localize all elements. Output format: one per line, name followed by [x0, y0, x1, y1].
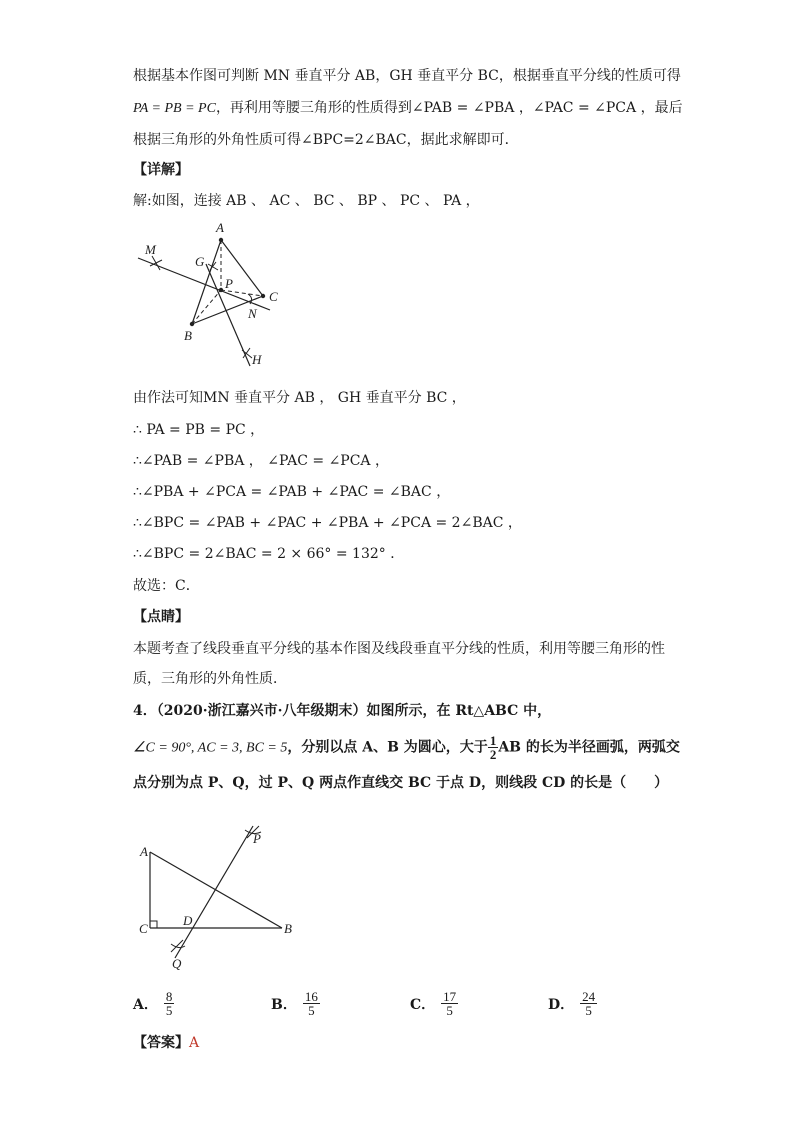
solution-line-5: ∴∠PBA + ∠PCA = ∠PAB + ∠PAC = ∠BAC ， [133, 484, 451, 500]
point-b [190, 322, 194, 326]
fraction-den: 2 [489, 747, 497, 762]
option-d[interactable] [548, 990, 597, 1017]
line-pq [175, 826, 253, 958]
point-p [219, 288, 223, 292]
intro-math: PA = PB = PC [133, 101, 216, 116]
option-a-fraction [164, 990, 175, 1017]
fraction-num: 1 [489, 733, 497, 748]
option-c-fraction [441, 990, 458, 1017]
segment-ab [192, 240, 221, 324]
intro-line-2-text: ，再利用等腰三角形的性质得到∠PAB = ∠PBA ，∠PAC = ∠PCA ，最后 [215, 100, 683, 116]
question4-line-2-text-a: ，分别以点 A、B 为圆心，大于 [287, 739, 488, 756]
point-c [261, 294, 265, 298]
solution-line-7: ∴∠BPC = 2∠BAC = 2 × 66° = 132° ． [133, 546, 405, 562]
option-b[interactable] [271, 990, 320, 1017]
option-d-letter: D． [548, 996, 575, 1013]
point-a [219, 238, 223, 242]
solution-line-1: 解:如图，连接 AB 、 AC 、 BC 、 BP 、 PC 、 PA ， [133, 193, 480, 209]
option-d-den: 5 [585, 1003, 592, 1018]
label-b: B [184, 328, 192, 343]
solution-line-3: ∴ PA = PB = PC ， [133, 422, 265, 438]
question4-line-2 [133, 734, 680, 761]
comment-line-2: 质，三角形的外角性质． [133, 671, 287, 687]
option-a-num: 8 [165, 989, 173, 1004]
question4-line-3: 点分别为点 P、Q，过 P、Q 两点作直线交 BC 于点 D，则线段 CD 的长是（ ） [133, 775, 669, 791]
label-a: A [216, 220, 224, 235]
label-n: N [248, 306, 257, 321]
label-h: H [252, 352, 262, 367]
intro-line-1: 根据基本作图可判断 MN 垂直平分 AB，GH 垂直平分 BC，根据垂直平分线的性质可得 [133, 68, 681, 84]
option-a[interactable] [133, 990, 174, 1017]
question4-line-1: 4．（2020·浙江嘉兴市·八年级期末）如图所示，在 Rt△ABC 中， [133, 703, 552, 719]
label-b: B [284, 921, 292, 936]
intro-line-2 [133, 98, 683, 119]
comment-line-1: 本题考查了线段垂直平分线的基本作图及线段垂直平分线的性质，利用等腰三角形的性 [133, 641, 665, 657]
arc-q [171, 940, 185, 952]
label-c: C [269, 289, 278, 304]
option-d-fraction [580, 990, 597, 1017]
fraction-half [488, 734, 499, 761]
question4-line-2-text-b: AB 的长为半径画弧，两弧交 [498, 739, 680, 756]
solution-line-4: ∴∠PAB = ∠PBA ， ∠PAC = ∠PCA ， [133, 453, 389, 469]
option-b-fraction [303, 990, 320, 1017]
label-q: Q [172, 956, 182, 971]
figure-perpendicular-bisectors [130, 218, 290, 370]
solution-line-2: 由作法可知MN 垂直平分 AB ， GH 垂直平分 BC ， [133, 390, 466, 406]
label-m: M [145, 242, 156, 257]
intro-line-3: 根据三角形的外角性质可得∠BPC=2∠BAC，据此求解即可． [133, 132, 519, 148]
option-a-den: 5 [165, 1003, 173, 1018]
label-c: C [139, 921, 148, 936]
option-c[interactable] [410, 990, 458, 1017]
question4-condition: ∠C = 90°, AC = 3, BC = 5 [133, 740, 288, 756]
answer-line [133, 1033, 199, 1053]
answer-value: A [189, 1035, 200, 1051]
label-p: P [253, 831, 261, 846]
detail-heading: 【详解】 [133, 162, 189, 178]
option-b-letter: B． [271, 996, 297, 1013]
label-a: A [140, 844, 148, 859]
solution-line-8: 故选：C． [133, 578, 200, 594]
segment-ab [150, 852, 282, 928]
label-p: P [225, 276, 233, 291]
option-c-den: 5 [446, 1003, 453, 1018]
answer-label: 【答案】 [133, 1035, 189, 1051]
option-c-letter: C． [410, 996, 436, 1013]
label-g: G [195, 254, 205, 269]
option-c-num: 17 [443, 989, 457, 1004]
comment-heading: 【点睛】 [133, 609, 189, 625]
solution-line-6: ∴∠BPC = ∠PAB + ∠PAC + ∠PBA + ∠PCA = 2∠BAC ， [133, 515, 522, 531]
right-angle-mark [150, 921, 157, 928]
label-d: D [183, 913, 193, 928]
option-a-letter: A． [133, 996, 158, 1013]
option-d-num: 24 [582, 989, 596, 1004]
option-b-den: 5 [308, 1003, 315, 1018]
figure-right-triangle [135, 818, 305, 974]
option-b-num: 16 [304, 989, 318, 1004]
